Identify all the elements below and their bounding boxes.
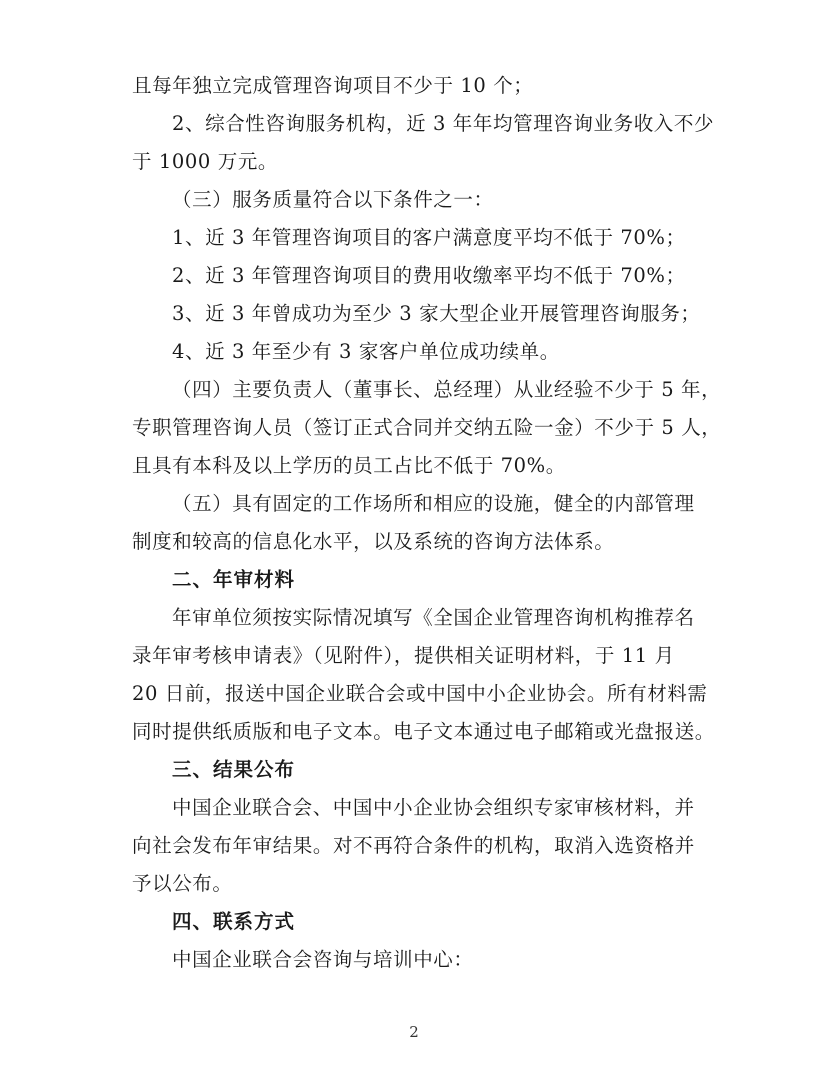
body-text-line: 中国企业联合会咨询与培训中心：: [172, 948, 474, 971]
body-text-line: 4、近 3 年至少有 3 家客户单位成功续单。: [172, 340, 560, 363]
body-text-line: 向社会发布年审结果。对不再符合条件的机构，取消入选资格并: [132, 834, 695, 857]
body-text-line: 年审单位须按实际情况填写《全国企业管理咨询机构推荐名: [172, 606, 695, 629]
body-text-line: 同时提供纸质版和电子文本。电子文本通过电子邮箱或光盘报送。: [132, 720, 715, 743]
body-text-line: 且具有本科及以上学历的员工占比不低于 70%。: [132, 454, 566, 477]
section-heading: 三、结果公布: [172, 758, 296, 781]
body-text-line: 录年审考核申请表》（见附件），提供相关证明材料，于 11 月: [132, 644, 675, 667]
body-text-line: 制度和较高的信息化水平，以及系统的咨询方法体系。: [132, 530, 615, 553]
body-text-line: 予以公布。: [132, 872, 233, 895]
body-text-line: （四）主要负责人（董事长、总经理）从业经验不少于 5 年，: [172, 378, 722, 401]
body-text-line: （三）服务质量符合以下条件之一：: [172, 188, 494, 211]
body-text-line: 3、近 3 年曾成功为至少 3 家大型企业开展管理咨询服务；: [172, 302, 701, 325]
body-text-line: 且每年独立完成管理咨询项目不少于 10 个；: [132, 74, 534, 97]
body-text-line: 20 日前，报送中国企业联合会或中国中小企业协会。所有材料需: [132, 682, 708, 705]
section-heading: 四、联系方式: [172, 910, 296, 933]
body-text-line: 于 1000 万元。: [132, 150, 279, 173]
body-text-line: 2、近 3 年管理咨询项目的费用收缴率平均不低于 70%；: [172, 264, 686, 287]
body-text-line: 2、综合性咨询服务机构，近 3 年年均管理咨询业务收入不少: [172, 112, 715, 135]
body-text-line: 专职管理咨询人员（签订正式合同并交纳五险一金）不少于 5 人，: [132, 416, 722, 439]
body-text-line: 1、近 3 年管理咨询项目的客户满意度平均不低于 70%；: [172, 226, 686, 249]
page-number: 2: [409, 1023, 419, 1041]
body-text-line: 中国企业联合会、中国中小企业协会组织专家审核材料，并: [172, 796, 695, 819]
body-text-line: （五）具有固定的工作场所和相应的设施，健全的内部管理: [172, 492, 695, 515]
section-heading: 二、年审材料: [172, 568, 296, 591]
